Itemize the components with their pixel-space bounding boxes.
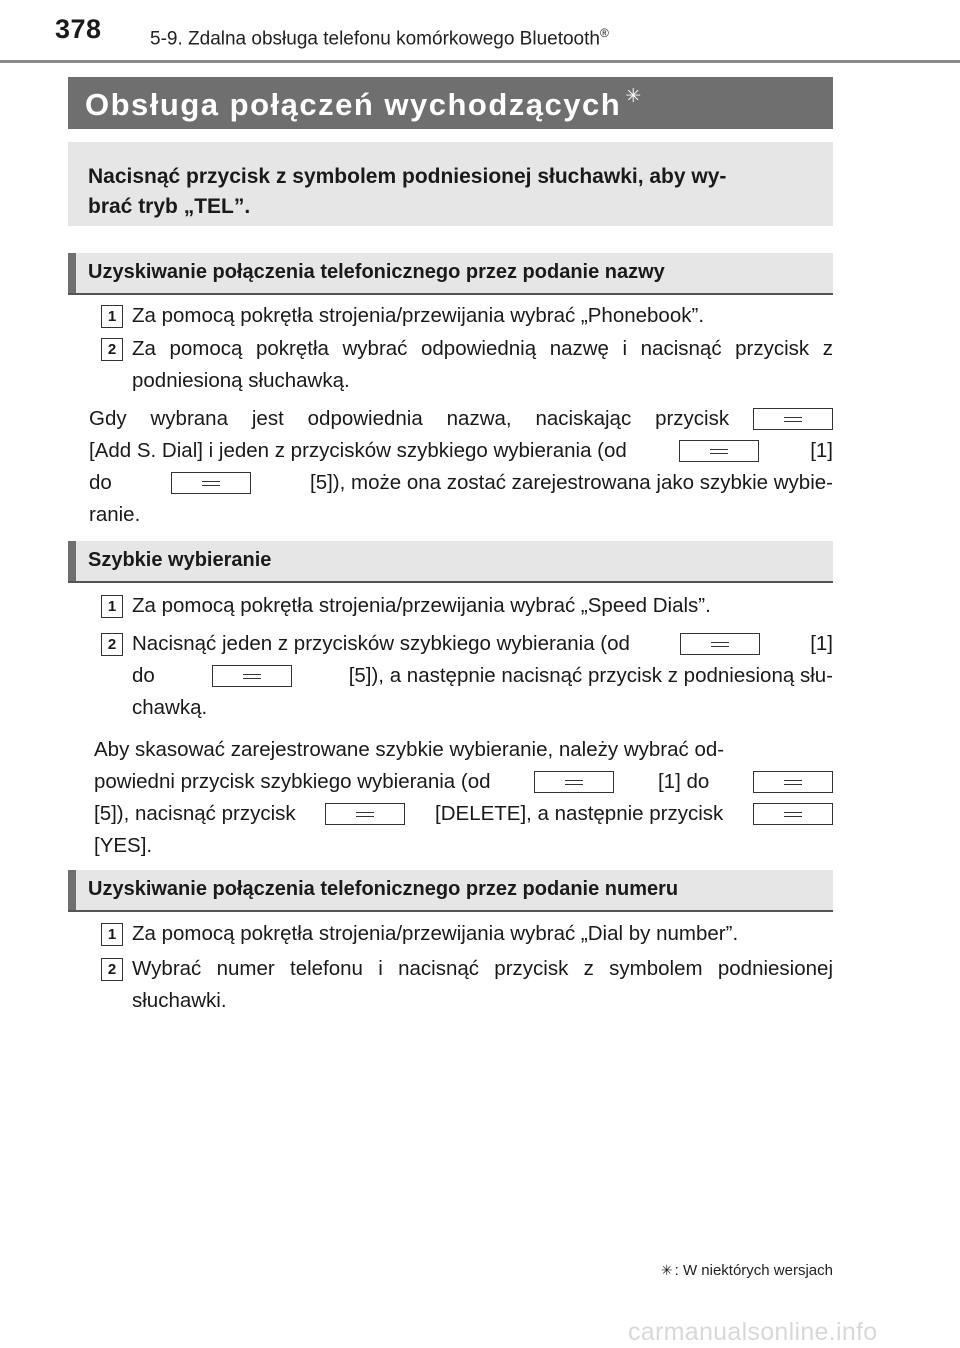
- subheading-title: Uzyskiwanie połączenia telefonicznego przez podanie numeru: [88, 878, 679, 900]
- step-text: Za pomocą pokrętła strojenia/przewijania wybrać „Speed Dials”.: [132, 594, 711, 617]
- header-divider: [0, 60, 960, 63]
- watermark: carmanualsonline.info: [628, 1318, 878, 1346]
- section-title-text: 5-9. Zdalna obsługa telefonu komórkowego Bluetooth: [150, 28, 600, 50]
- footnote: [661, 1262, 833, 1279]
- intro-box: [68, 142, 833, 226]
- registered-mark: ®: [599, 26, 609, 40]
- button-icon: [753, 803, 833, 825]
- intro-line: Nacisnąć przycisk z symbolem podniesionej słuchawki, aby wy-: [88, 165, 727, 188]
- button-icon: [679, 440, 759, 462]
- step-number: 2: [101, 633, 123, 656]
- button-icon: [171, 472, 251, 494]
- asterisk-icon: ✳: [625, 86, 643, 107]
- main-heading-title: Obsługa połączeń wychodzących: [85, 87, 622, 122]
- subheading-call-by-name: [68, 253, 833, 295]
- intro-text: [88, 162, 818, 222]
- main-heading: [68, 77, 833, 129]
- subheading-call-by-number: [68, 870, 833, 912]
- subheading-title: Szybkie wybieranie: [88, 549, 272, 571]
- step-item: [101, 590, 833, 622]
- note-paragraph: Aby skasować zarejestrowane szybkie wybieranie, należy wybrać od- powiedni przycisk szybkiego wybierania (od [1] do [5]), nacisnąć przycisk [DELETE], a następnie przycisk [YES].: [94, 734, 833, 862]
- step-number: 1: [101, 923, 123, 946]
- step-text: Za pomocą pokrętła strojenia/przewijania wybrać „Phonebook”.: [132, 304, 705, 327]
- step-item: [101, 918, 833, 950]
- step-text: Za pomocą pokrętła wybrać odpowiednią nazwę i nacisnąć przycisk z podniesioną słuchawką.: [132, 337, 833, 392]
- step-number: 1: [101, 595, 123, 618]
- button-icon: [753, 771, 833, 793]
- step-item: [101, 300, 833, 332]
- subheading-title: Uzyskiwanie połączenia telefonicznego przez podanie nazwy: [88, 261, 665, 283]
- step-text: Nacisnąć jeden z przycisków szybkiego wybierania (od [1] do [5]), a następnie nacisnąć przycisk z podniesioną słu- chawką.: [132, 632, 833, 719]
- button-icon: [534, 771, 614, 793]
- step-text: Za pomocą pokrętła strojenia/przewijania wybrać „Dial by number”.: [132, 922, 739, 945]
- note-paragraph: Gdy wybrana jest odpowiednia nazwa, naciskając przycisk [Add S. Dial] i jeden z przycisków szybkiego wybierania (od [1] do [5]), może ona zostać zarejestrowana jako szybkie wybie- ranie.: [89, 407, 833, 526]
- step-item: [101, 628, 833, 724]
- section-title: [150, 26, 609, 50]
- button-icon: [212, 665, 292, 687]
- page-header: [0, 0, 960, 64]
- intro-line: brać tryb „TEL”.: [88, 195, 251, 218]
- page-number: 378: [55, 14, 102, 44]
- button-icon: [753, 408, 833, 430]
- step-text: Wybrać numer telefonu i nacisnąć przycisk z symbolem podniesionej słuchawki.: [132, 957, 833, 1012]
- step-item: [101, 333, 833, 397]
- step-number: 2: [101, 958, 123, 981]
- button-icon: [325, 803, 405, 825]
- asterisk-icon: ✳: [660, 1262, 673, 1278]
- subheading-speed-dial: [68, 541, 833, 583]
- step-number: 1: [101, 305, 123, 328]
- button-icon: [680, 633, 760, 655]
- step-number: 2: [101, 338, 123, 361]
- step-item: [101, 953, 833, 1017]
- footnote-text: : W niektórych wersjach: [674, 1262, 833, 1279]
